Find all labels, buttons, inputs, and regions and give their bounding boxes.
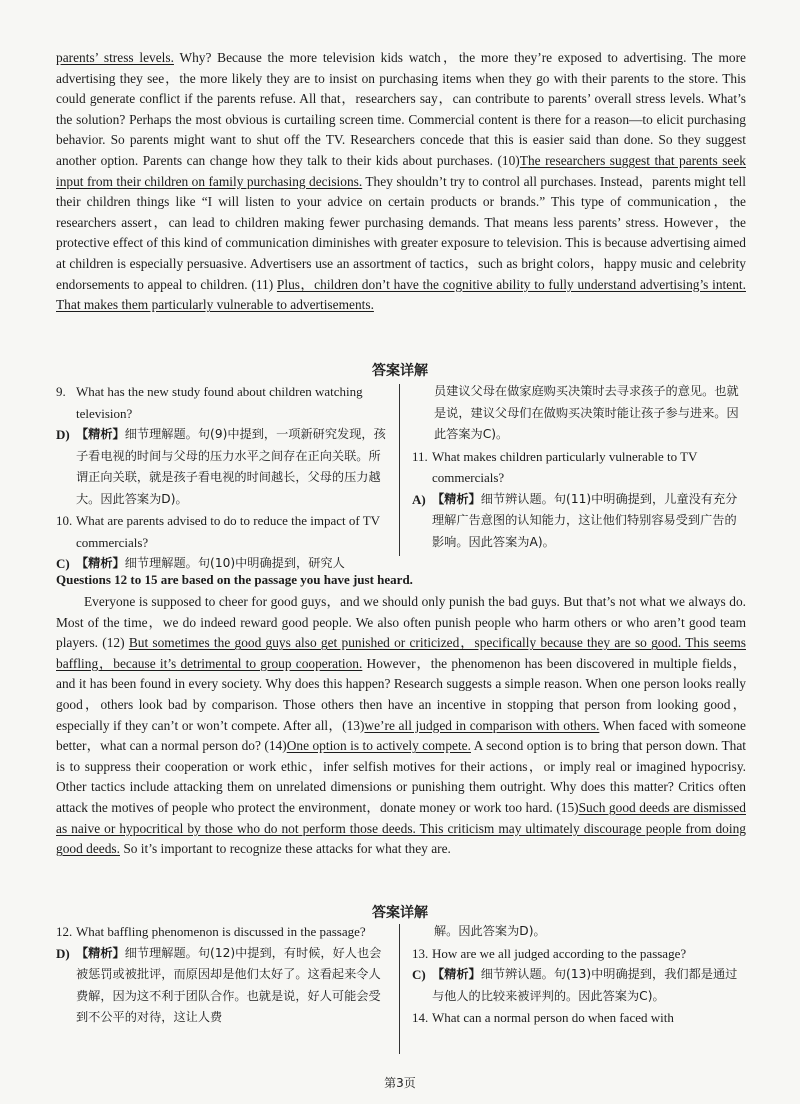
analysis-tag: 【精析】 — [76, 427, 125, 441]
question-11-text: What makes children particularly vulnerable to TV commercials? — [432, 448, 698, 485]
passage-1-underline-start: parents’ stress levels. — [56, 50, 174, 65]
passage-2-text-c: When faced with someone better，what can a normal person do? (14) — [56, 717, 746, 754]
analysis-tag: 【精析】 — [76, 556, 125, 570]
passage-2 — [56, 592, 746, 860]
passage-2-text-e: So it’s important to recognize these attacks for what they are. — [119, 841, 451, 857]
question-14: 14. What can a normal person do when faced with — [412, 1010, 674, 1025]
answer-9: D) 【精析】细节理解题。句(9)中提到，一项新研究发现，孩子看电视的时间与父母的压力水平之间存在正向关联。所谓正向关联，就是孩子看电视的时间越长，父母的压力越大。因此答案为D)。 — [56, 427, 386, 506]
answers-1-title: 答案详解 — [372, 363, 428, 379]
sentence-15: Such good deeds are dismissed as naive or hypocritical by those who do not perform those deeds. This criticism may ultimately discourage people from doing good deeds. — [56, 799, 746, 857]
answers-1-right-column — [412, 381, 746, 553]
question-13-text: How are we all judged according to the passage? — [432, 945, 687, 961]
analysis-tag: 【精析】 — [432, 491, 481, 506]
sentence-13: we’re all judged in comparison with others. — [364, 717, 600, 733]
sentence-10: The researchers suggest that parents seek input from their children on family purchasing decisions. — [56, 152, 746, 189]
answer-12-continued: 解。因此答案为D)。 — [434, 924, 546, 938]
answer-9-text: 细节理解题。句(9)中提到，一项新研究发现，孩子看电视的时间与父母的压力水平之间存在正向关联。所谓正向关联，就是孩子看电视的时间越长，父母的压力越大。因此答案为D)。 — [76, 427, 386, 506]
answer-12-text: 细节理解题。句(12)中提到，有时候，好人也会被惩罚或被批评，而原因却是他们太好了。这看起来令人费解，因为这不利于团队合作。也就是说，好人可能会受到不公平的对待，这让人费 — [76, 945, 382, 1024]
question-12-text: What baffling phenomenon is discussed in the passage? — [76, 924, 366, 939]
passage-2-text-a: Everyone is supposed to cheer for good guys，and we should only punish the bad guys. But that’s not what we always do. Most of the time，we do indeed reward good people. We also often punish people who harm others or who aren’t good team players. (12) — [56, 594, 746, 651]
column-divider-2 — [399, 924, 400, 1054]
question-12: 12. What baffling phenomenon is discussed in the passage? — [56, 924, 366, 939]
questions-12-15-heading: Questions 12 to 15 are based on the passage you have just heard. — [56, 572, 413, 587]
answer-13-text: 细节辨认题。句(13)中明确提到，我们都是通过与他人的比较来被评判的。因此答案为C)。 — [432, 967, 738, 1003]
answers-2-right-column — [412, 921, 746, 1029]
answers-1-left-column — [56, 381, 386, 575]
question-9-text: What has the new study found about children watching television? — [76, 384, 363, 421]
question-10: 10. What are parents advised to do to reduce the impact of TV commercials? — [56, 513, 380, 550]
passage-2-text-d: A second option is to bring that person down. That is to suppress their cooperation or work ethic，infer selfish motives for their actions，or imply real or imagined hypocrisy. Other tactics include attacking them on unrelated dimensions or punishing them outright. Why does this matter? Critics often attack the motives of people who protect the environment，donate money or work too hard. (15) — [56, 738, 746, 815]
page-number: 第3页 — [384, 1076, 416, 1090]
answer-11-text: 细节辨认题。句(11)中明确提到，儿童没有充分理解广告意图的认知能力，这让他们特别容易受到广告的影响。因此答案为A)。 — [432, 491, 738, 549]
question-13: 13. How are we all judged according to the passage? — [412, 945, 687, 961]
question-11: 11. What makes children particularly vulnerable to TV commercials? — [412, 448, 698, 485]
answer-12: D) 【精析】细节理解题。句(12)中提到，有时候，好人也会被惩罚或被批评，而原因却是他们太好了。这看起来令人费解，因为这不利于团队合作。也就是说，好人可能会受到不公平的对待，这让人费 — [56, 945, 382, 1024]
column-divider-1 — [399, 384, 400, 556]
sentence-11: Plus，children don’t have the cognitive ability to fully understand advertising’s intent. That makes them particularly vulnerable to advertisements. — [56, 276, 746, 313]
sentence-14: One option is to actively compete. — [286, 738, 471, 754]
answers-2-title: 答案详解 — [372, 905, 428, 921]
answer-10: C) 【精析】细节理解题。句(10)中明确提到，研究人 — [56, 556, 345, 571]
answer-11: A) 【精析】细节辨认题。句(11)中明确提到，儿童没有充分理解广告意图的认知能力，这让他们特别容易受到广告的影响。因此答案为A)。 — [412, 491, 738, 549]
passage-1-text-a: Why? Because the more television kids watch，the more they’re exposed to advertising. The more advertising they see，the more likely they are to insist on purchasing items when they go with their parents to the store. This could generate conflict if the parents refuse. All that，researchers say，can contribute to parents’ overall stress levels. What’s the solution? Perhaps the most obvious is curtailing screen time. Commercial content is there for a reason—to elicit purchasing behavior. So parents might want to shut off the TV. Researchers concede that this is easier said than done. So they suggest another option. Parents can change how they talk to their kids about purchases. (10) — [56, 50, 747, 168]
question-9: 9. What has the new study found about children watching television? — [56, 384, 363, 421]
analysis-tag: 【精析】 — [76, 945, 125, 960]
sentence-12: But sometimes the good guys also get punished or criticized，specifically because they are so good. This seems baffling，because it’s detrimental to group cooperation. — [56, 635, 746, 671]
question-10-text: What are parents advised to do to reduce the impact of TV commercials? — [76, 513, 380, 550]
answer-10-text: 细节理解题。句(10)中明确提到，研究人 — [124, 556, 345, 570]
answer-10-continued: 员建议父母在做家庭购买决策时去寻求孩子的意见。也就是说，建议父母们在做购买决策时能让孩子参与进来。因此答案为C)。 — [434, 384, 739, 441]
passage-1-text-b: They shouldn’t try to control all purchases. Instead，parents might tell their children things like “I will listen to your advice on certain products or brands.” This type of communication，the researchers assert，can lead to children making fewer purchasing demands. That means less parents’ stress. However，the protective effect of this kind of communication diminishes with greater exposure to television. This is because advertising aimed at children is especially persuasive. Advertisers use an assortment of tactics，such as bright colors，happy music and celebrity endorsements to appeal to children. (11) — [56, 173, 747, 292]
answer-13: C) 【精析】细节辨认题。句(13)中明确提到，我们都是通过与他人的比较来被评判的。因此答案为C)。 — [412, 967, 738, 1003]
question-14-text: What can a normal person do when faced with — [432, 1010, 674, 1025]
answers-2-left-column — [56, 921, 386, 1029]
passage-1 — [56, 48, 746, 316]
analysis-tag: 【精析】 — [432, 967, 481, 981]
passage-2-text-b: However，the phenomenon has been discovered in multiple fields，and it has been found in every society. Why does this happen? Research suggests a simple reason. When one person looks really good，others look bad by comparison. Those others then have an incentive in stopping that person from looking good，especially if they can’t or won’t compete. After all，(13) — [56, 655, 746, 733]
